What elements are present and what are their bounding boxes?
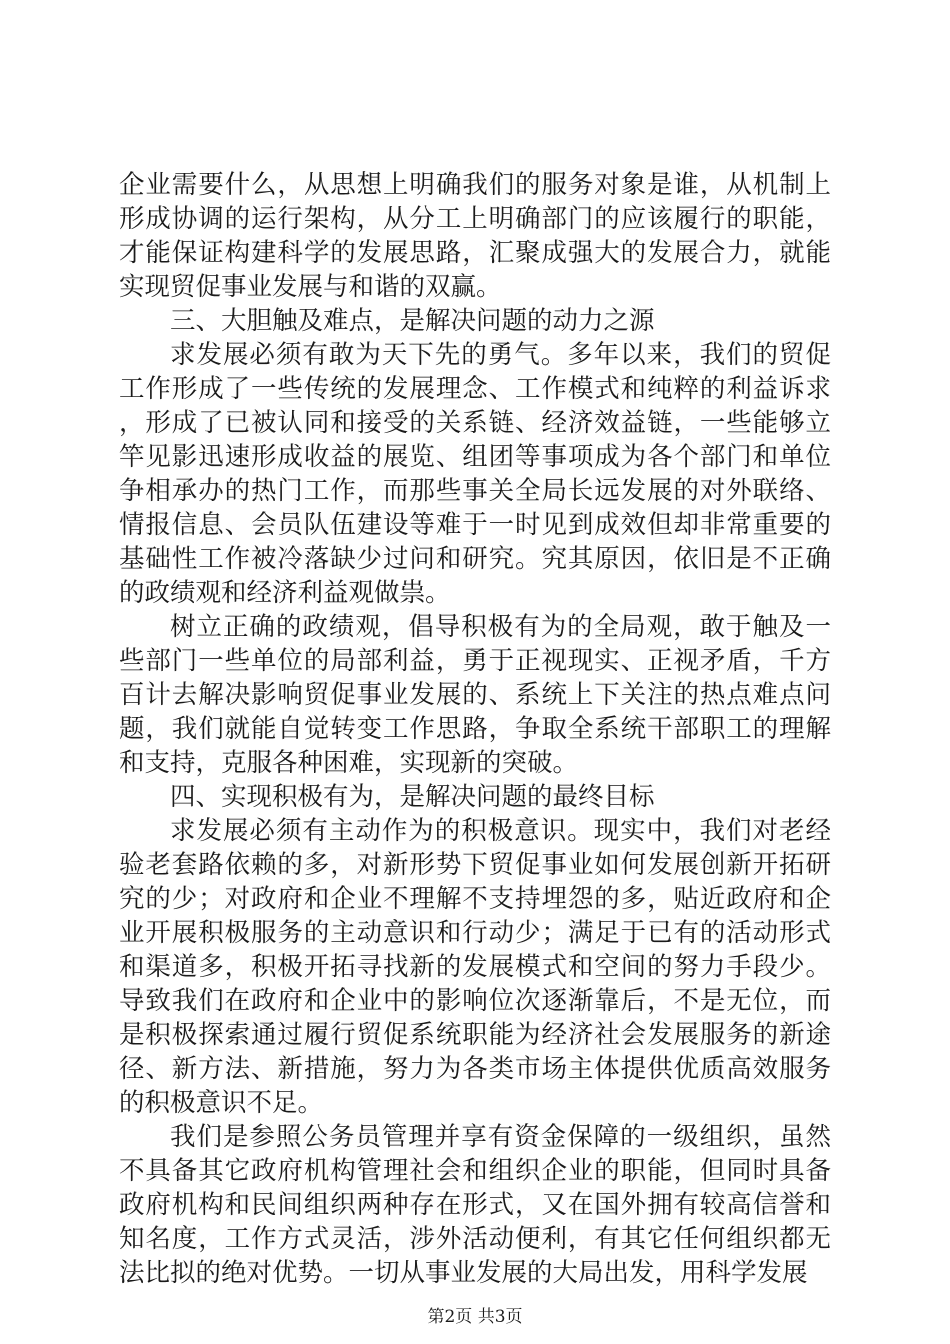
paragraph-4: 求发展必须有主动作为的积极意识。现实中，我们对老经验老套路依赖的多，对新形势下贸促事业如何发展创新开拓研究的少；对政府和企业不理解不支持埋怨的多，贴近政府和企业开展积极服务的主动意识和行动少；满足于已有的活动形式和渠道多，积极开拓寻找新的发展模式和空间的努力手段少。导致我们在政府和企业中的影响位次逐渐靠后，不是无位，而是积极探索通过履行贸促系统职能为经济社会发展服务的新途径、新方法、新措施，努力为各类市场主体提供优质高效服务的积极意识不足。 (119, 816, 831, 1118)
paragraph-3: 树立正确的政绩观，倡导积极有为的全局观，敢于触及一些部门一些单位的局部利益，勇于正视现实、正视矛盾，千方百计去解决影响贸促事业发展的、系统上下关注的热点难点问题，我们就能自觉转变工作思路，争取全系统干部职工的理解和支持，克服各种困难，实现新的突破。 (119, 612, 831, 778)
paragraph-2: 求发展必须有敢为天下先的勇气。多年以来，我们的贸促工作形成了一些传统的发展理念、工作模式和纯粹的利益诉求，形成了已被认同和接受的关系链、经济效益链，一些能够立竿见影迅速形成收益的展览、组团等事项成为各个部门和单位争相承办的热门工作，而那些事关全局长远发展的对外联络、情报信息、会员队伍建设等难于一时见到成效但却非常重要的基础性工作被冷落缺少过问和研究。究其原因，依旧是不正确的政绩观和经济利益观做祟。 (119, 340, 831, 608)
paragraph-1: 企业需要什么，从思想上明确我们的服务对象是谁，从机制上形成协调的运行架构，从分工上明确部门的应该履行的职能，才能保证构建科学的发展思路，汇聚成强大的发展合力，就能实现贸促事业发展与和谐的双赢。 (119, 170, 831, 302)
page-footer: 第2页 共3页 (427, 1307, 523, 1327)
section-heading-3: 三、大胆触及难点，是解决问题的动力之源 (170, 306, 655, 336)
paragraph-5: 我们是参照公务员管理并享有资金保障的一级组织，虽然不具备其它政府机构管理社会和组织企业的职能，但同时具备政府机构和民间组织两种存在形式，又在国外拥有较高信誉和知名度，工作方式灵活，涉外活动便利，有其它任何组织都无法比拟的绝对优势。一切从事业发展的大局出发，用科学发展 (119, 1122, 831, 1288)
section-heading-4: 四、实现积极有为，是解决问题的最终目标 (170, 782, 655, 812)
body-text (119, 168, 831, 1290)
